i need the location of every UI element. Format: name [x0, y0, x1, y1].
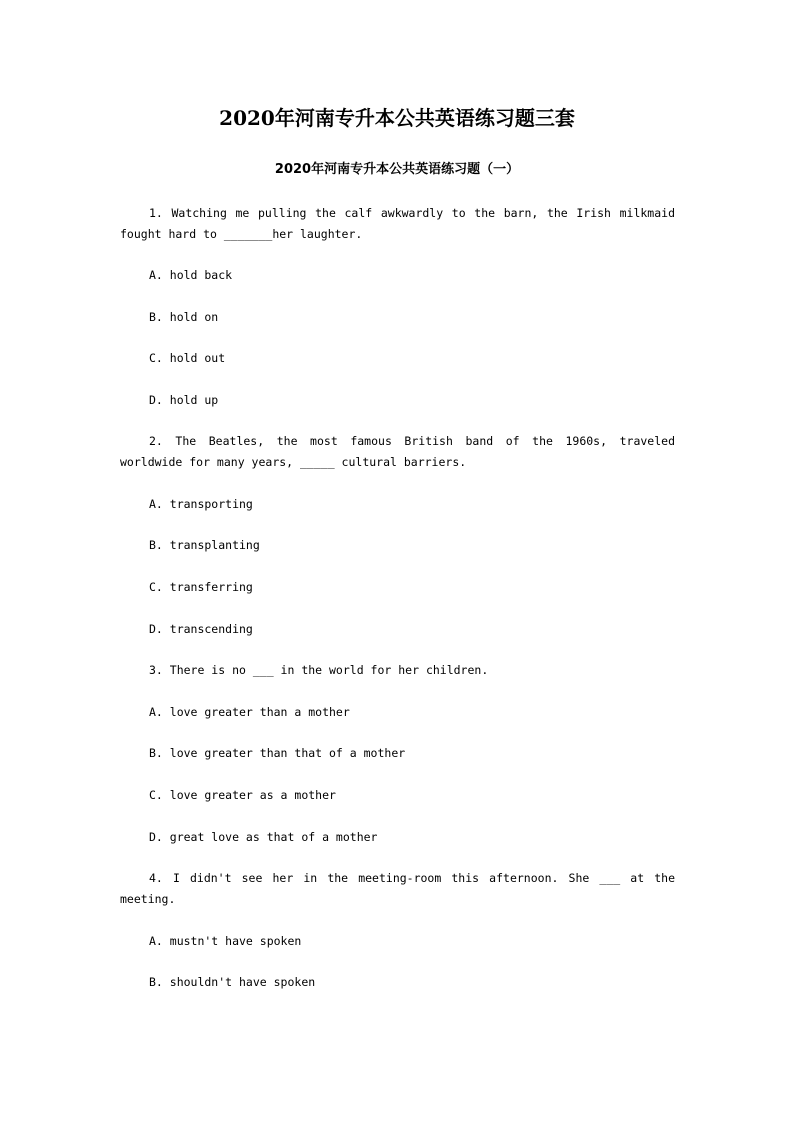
question-3-text: 3. There is no ___ in the world for her children. — [149, 663, 489, 677]
question-2-option-a: A. transporting — [149, 497, 253, 511]
question-1-option-a: A. hold back — [149, 268, 233, 282]
question-3-option-d: D. great love as that of a mother — [149, 830, 378, 844]
question-1-text: 1. Watching me pulling the calf awkwardly to the barn, the Irish milkmaid fought hard to _______her laughter. — [120, 206, 675, 241]
question-4-option-a: A. mustn't have spoken — [149, 934, 302, 948]
question-2-option-c: C. transferring — [149, 580, 253, 594]
question-1-option-c: C. hold out — [149, 351, 226, 365]
question-3-option-a: A. love greater than a mother — [149, 705, 350, 719]
question-3-option-b: B. love greater than that of a mother — [149, 746, 406, 760]
question-4-text: 4. I didn't see her in the meeting-room this afternoon. She ___ at the meeting. — [120, 871, 675, 906]
question-4-option-b: B. shouldn't have spoken — [149, 975, 316, 989]
question-2-option-b: B. transplanting — [149, 538, 260, 552]
question-2-option-d: D. transcending — [149, 622, 253, 636]
document-title: 2020年河南专升本公共英语练习题三套 — [219, 106, 575, 130]
question-2-text: 2. The Beatles, the most famous British band of the 1960s, traveled worldwide for many years, _____ cultural barriers. — [120, 434, 675, 469]
question-1-option-b: B. hold on — [149, 310, 219, 324]
question-1-option-d: D. hold up — [149, 393, 219, 407]
document-subtitle: 2020年河南专升本公共英语练习题（一） — [274, 162, 520, 177]
question-3-option-c: C. love greater as a mother — [149, 788, 336, 802]
